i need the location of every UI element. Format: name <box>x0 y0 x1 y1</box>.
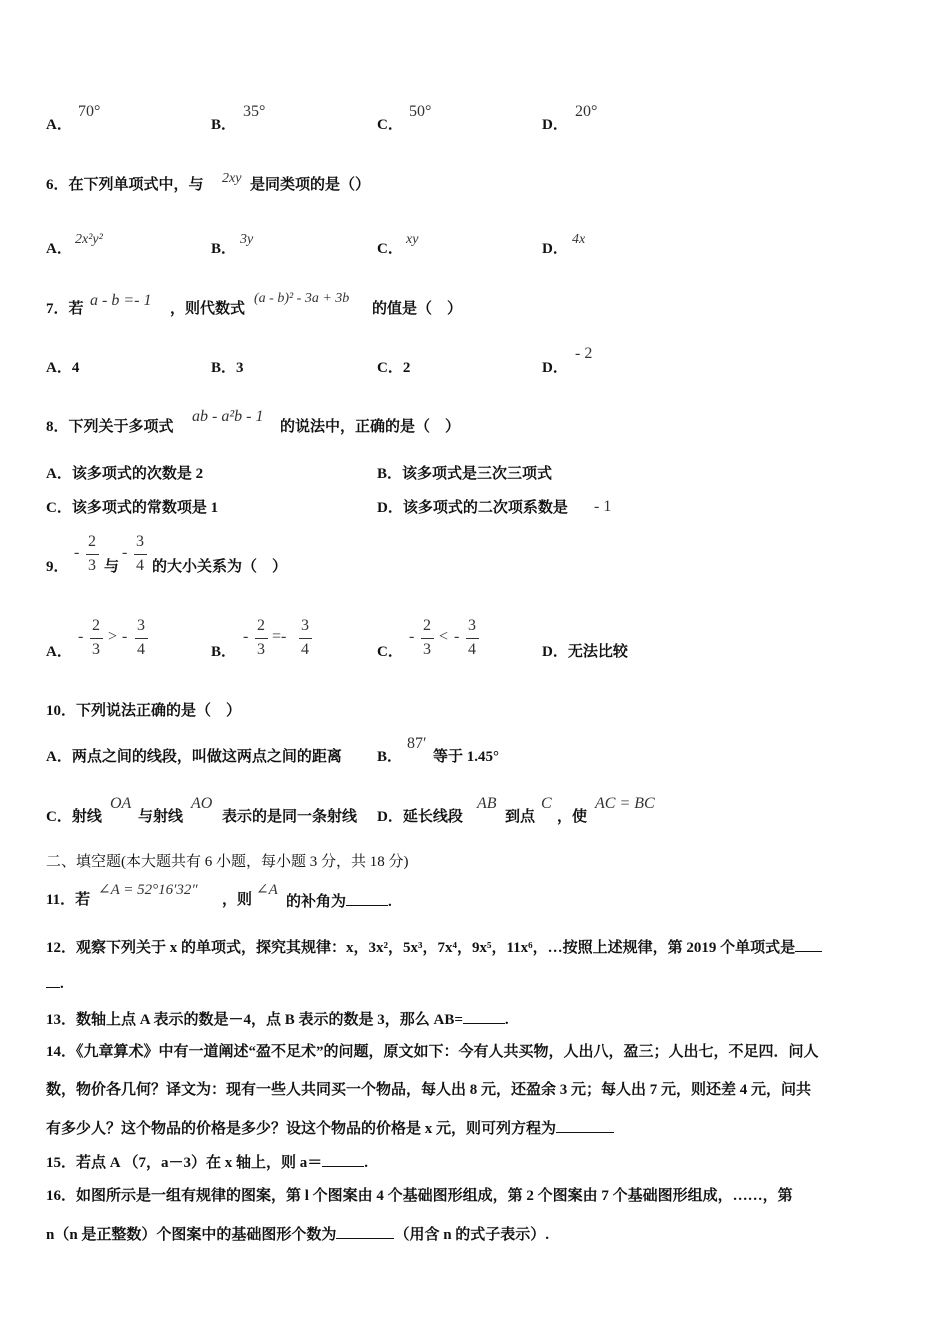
q9-number: 9． <box>46 559 69 575</box>
q5-option-b-math: 35° <box>243 103 266 120</box>
q6-stem-math: 2xy <box>222 171 242 186</box>
q7-option-d-math: - 2 <box>575 345 593 362</box>
fraction-denominator: 4 <box>136 557 144 574</box>
q9-a-relation: > <box>108 628 118 645</box>
q6-option-d-letter: D． <box>542 241 568 257</box>
fraction-numerator: 2 <box>257 617 265 634</box>
q7-stem-prefix: 7．若 <box>46 301 84 317</box>
fraction-denominator: 4 <box>468 641 476 658</box>
answer-blank[interactable] <box>322 1152 364 1167</box>
q14-line3 <box>46 1118 614 1138</box>
q8-option-c: C．该多项式的常数项是 1 <box>46 500 219 516</box>
fraction-bar <box>255 638 268 639</box>
q10-option-d-m1: AB <box>477 795 497 812</box>
q5-option-c-math: 50° <box>409 103 432 120</box>
q10-option-c-suffix: 表示的是同一条射线 <box>222 809 358 825</box>
q9-b-relation: =- <box>272 628 287 645</box>
q7-stem-math2: (a - b)² - 3a + 3b <box>254 291 350 306</box>
q10-option-d-m2: C <box>541 795 552 812</box>
q7-option-b: B．3 <box>211 360 244 376</box>
q5-option-a-math: 70° <box>78 103 101 120</box>
q10-option-c-m2: AO <box>191 795 213 812</box>
q6-option-c-math: xy <box>406 232 419 247</box>
q10-option-b-suffix: 等于 1.45° <box>433 749 499 765</box>
answer-blank[interactable] <box>556 1118 614 1133</box>
q7-stem-math1: a - b =- 1 <box>90 292 152 309</box>
q9-stem-suffix: 的大小关系为（ ） <box>152 559 288 575</box>
q16-line2-prefix: n（n 是正整数）个图案中的基础图形个数为 <box>46 1227 337 1243</box>
fraction-numerator: 3 <box>137 617 145 634</box>
q10-option-c-m1: OA <box>110 795 132 812</box>
q7-option-c: C．2 <box>377 360 411 376</box>
q6-option-d-math: 4x <box>572 232 586 247</box>
q5-option-b-letter: B． <box>211 117 237 133</box>
q9-c-minus-1: - <box>409 628 415 645</box>
q7-stem-mid: ，则代数式 <box>170 301 246 317</box>
q16-line1: 16．如图所示是一组有规律的图案，第 l 个图案由 4 个基础图形组成，第 2 个图案由 7 个基础图形组成，……，第 <box>46 1188 793 1204</box>
answer-blank[interactable] <box>463 1009 505 1024</box>
q8-stem-math: ab - a²b - 1 <box>192 408 264 425</box>
q9-minus-2: - <box>122 544 128 561</box>
q5-option-d-letter: D． <box>542 117 568 133</box>
q10-option-c-prefix: C．射线 <box>46 809 102 825</box>
fraction-numerator: 2 <box>92 617 100 634</box>
q5-option-a-letter: A． <box>46 117 72 133</box>
q16-line2 <box>46 1224 549 1244</box>
fraction-denominator: 3 <box>88 557 96 574</box>
fraction-bar <box>134 554 147 555</box>
fraction-numerator: 3 <box>301 617 309 634</box>
q11-suffix-text: 的补角为 <box>286 894 347 910</box>
q9-option-d: D．无法比较 <box>542 644 628 660</box>
q12-line2 <box>46 973 64 993</box>
q13-text: 13．数轴上点 A 表示的数是－4，点 B 表示的数是 3，那么 AB= <box>46 1012 463 1028</box>
q9-minus-1: - <box>74 544 80 561</box>
q5-option-d-math: 20° <box>575 103 598 120</box>
q9-b-minus-1: - <box>243 628 249 645</box>
fraction-bar <box>299 638 312 639</box>
q15-end: . <box>364 1155 369 1171</box>
answer-blank[interactable] <box>346 891 388 906</box>
q10-option-c-mid: 与射线 <box>138 809 184 825</box>
answer-blank[interactable] <box>336 1224 394 1239</box>
q9-a-minus-1: - <box>78 628 84 645</box>
q9-option-a-letter: A． <box>46 644 72 660</box>
answer-blank[interactable] <box>795 937 822 952</box>
q10-option-d-mid2: ，使 <box>557 809 588 825</box>
q10-option-b-letter: B． <box>377 749 403 765</box>
q9-c-relation: < <box>439 628 449 645</box>
answer-blank-cont[interactable] <box>46 973 60 988</box>
section-2-heading: 二、填空题(本大题共有 6 小题，每小题 3 分，共 18 分) <box>46 854 409 870</box>
q14-line2: 数，物价各几何？译文为：现有一些人共同买一个物品，每人出 8 元，还盈余 3 元；每人出 7 元，则还差 4 元，问共 <box>46 1082 812 1098</box>
q9-option-b-letter: B． <box>211 644 237 660</box>
q7-option-a: A．4 <box>46 360 80 376</box>
fraction-numerator: 2 <box>423 617 431 634</box>
q8-stem-prefix: 8．下列关于多项式 <box>46 419 174 435</box>
q7-stem-suffix: 的值是（ ） <box>372 301 463 317</box>
q11-math2: ∠A <box>256 882 278 898</box>
q9-c-minus-2: - <box>454 628 460 645</box>
q11-prefix: 11．若 <box>46 892 91 908</box>
fraction-denominator: 3 <box>423 641 431 658</box>
q8-stem-suffix: 的说法中，正确的是（ ） <box>280 419 461 435</box>
fraction-denominator: 4 <box>301 641 309 658</box>
fraction-bar <box>135 638 148 639</box>
q10-option-a: A．两点之间的线段，叫做这两点之间的距离 <box>46 749 342 765</box>
q11-end: . <box>388 894 392 910</box>
fraction-numerator: 2 <box>88 533 96 550</box>
q10-option-d-prefix: D．延长线段 <box>377 809 463 825</box>
q12-line1 <box>46 937 822 957</box>
fraction-bar <box>90 638 103 639</box>
q14-line3-text: 有多少人？这个物品的价格是多少？设这个物品的价格是 x 元，则可列方程为 <box>46 1121 557 1137</box>
q6-option-c-letter: C． <box>377 241 403 257</box>
q6-option-b-letter: B． <box>211 241 237 257</box>
fraction-numerator: 3 <box>468 617 476 634</box>
q10-option-b-math: 87′ <box>407 735 427 752</box>
q8-option-d-math: - 1 <box>594 498 612 515</box>
q6-option-a-letter: A． <box>46 241 72 257</box>
q6-stem-prefix: 6．在下列单项式中，与 <box>46 177 204 193</box>
q10-option-d-m3: AC = BC <box>595 795 655 812</box>
q10-stem: 10．下列说法正确的是（ ） <box>46 703 242 719</box>
question-13 <box>46 1009 509 1029</box>
question-15 <box>46 1152 368 1172</box>
q9-with: 与 <box>104 559 120 575</box>
fraction-bar <box>466 638 479 639</box>
q8-option-d: D．该多项式的二次项系数是 <box>377 500 568 516</box>
q9-option-c-letter: C． <box>377 644 403 660</box>
q11-math1: ∠A = 52°16′32″ <box>98 882 198 898</box>
fraction-denominator: 3 <box>257 641 265 658</box>
q16-line2-suffix: （用含 n 的式子表示）. <box>394 1227 550 1243</box>
fraction-bar <box>421 638 434 639</box>
q12-text: 12．观察下列关于 x 的单项式，探究其规律：x，3x²，5x³，7x⁴，9x⁵，11x⁶，…按照上述规律，第 2019 个单项式是 <box>46 940 796 956</box>
q10-option-d-mid: 到点 <box>505 809 536 825</box>
q9-a-minus-2: - <box>122 628 128 645</box>
q7-option-d-letter: D． <box>542 360 568 376</box>
q12-end: . <box>60 976 64 992</box>
q11-suffix <box>286 891 392 911</box>
q8-option-a: A．该多项式的次数是 2 <box>46 466 204 482</box>
q6-option-a-math: 2x²y² <box>75 232 103 247</box>
q5-option-c-letter: C． <box>377 117 403 133</box>
q6-option-b-math: 3y <box>240 232 254 247</box>
fraction-denominator: 3 <box>92 641 100 658</box>
q8-option-b: B．该多项式是三次三项式 <box>377 466 553 482</box>
q11-mid: ，则 <box>222 892 253 908</box>
q13-end: . <box>504 1012 509 1028</box>
q15-text: 15．若点 A （7，a－3）在 x 轴上，则 a＝ <box>46 1155 323 1171</box>
q6-stem-suffix: 是同类项的是（） <box>250 177 371 193</box>
fraction-bar <box>86 554 99 555</box>
q14-line1: 14．《九章算术》中有一道阐述“盈不足术”的问题，原文如下：今有人共买物，人出八，盈三；人出七，不足四．问人 <box>46 1044 819 1060</box>
fraction-numerator: 3 <box>136 533 144 550</box>
fraction-denominator: 4 <box>137 641 145 658</box>
